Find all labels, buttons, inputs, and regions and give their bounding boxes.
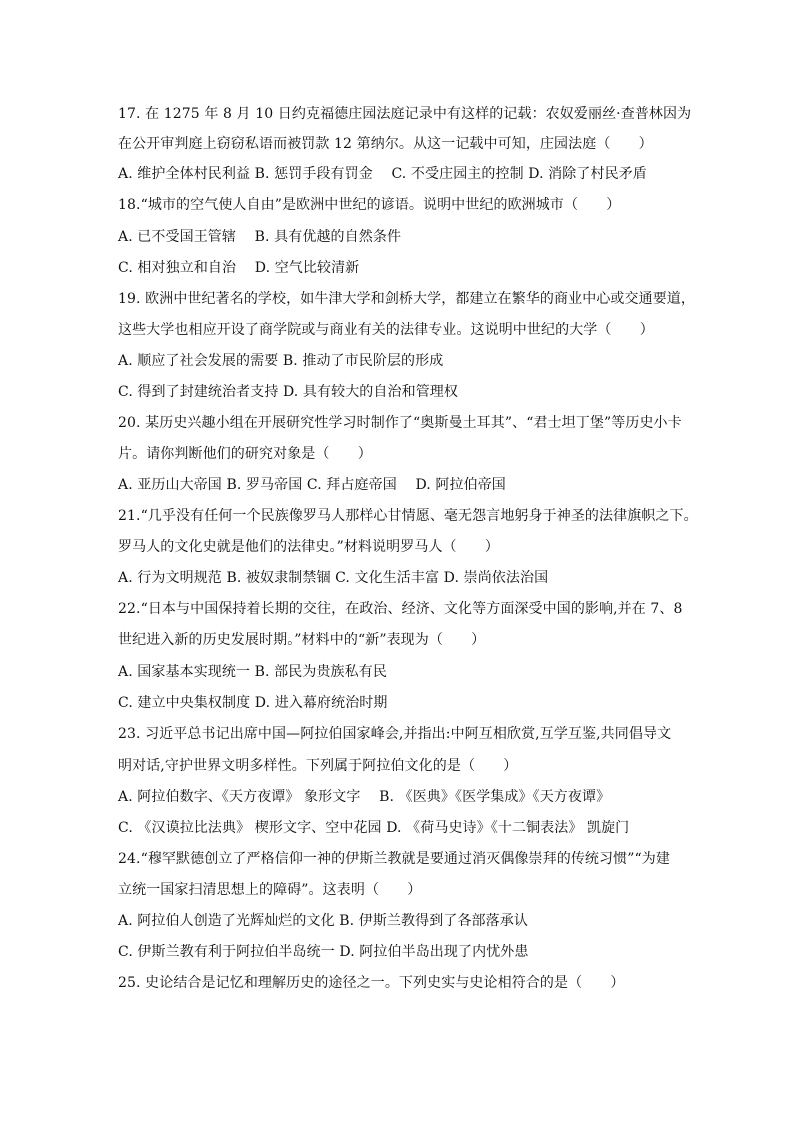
question-20-stem-line-1: 20. 某历史兴趣小组在开展研究性学习时制作了“奥斯曼土耳其”、“君士坦丁堡”等历史小卡 — [118, 415, 682, 431]
question-23-options-cd: C. 《汉谟拉比法典》 楔形文字、空中花园 D. 《荷马史诗》《十二铜表法》 凯旋门 — [118, 820, 630, 836]
question-24-stem-line-1: 24.“穆罕默德创立了严格信仰一神的伊斯兰教就是要通过消灭偶像崇拜的传统习惯”“为建 — [118, 851, 670, 867]
question-19-options-cd: C. 得到了封建统治者支持 D. 具有较大的自治和管理权 — [118, 384, 458, 400]
question-23-stem-line-2: 明对话,守护世界文明多样性。下列属于阿拉伯文化的是（ ） — [118, 758, 518, 774]
question-24-stem-line-2: 立统一国家扫清思想上的障碍”。这表明（ ） — [118, 882, 422, 898]
question-23-options-ab: A. 阿拉伯数字、《天方夜谭》 象形文字 B. 《医典》《医学集成》《天方夜谭》 — [118, 789, 611, 805]
question-20-options: A. 亚历山大帝国 B. 罗马帝国 C. 拜占庭帝国 D. 阿拉伯帝国 — [118, 477, 506, 493]
question-17-stem-line-1: 17. 在 1275 年 8 月 10 日约克福德庄园法庭记录中有这样的记载：农奴爱丽丝·查普林因为 — [118, 106, 692, 122]
question-25-stem: 25. 史论结合是记忆和理解历史的途径之一。下列史实与史论相符合的是（ ） — [118, 975, 625, 991]
question-24-options-cd: C. 伊斯兰教有利于阿拉伯半岛统一 D. 阿拉伯半岛出现了内忧外患 — [118, 944, 529, 960]
question-20-stem-line-2: 片。请你判断他们的研究对象是（ ） — [118, 446, 372, 462]
question-18-stem: 18.“城市的空气使人自由”是欧洲中世纪的谚语。说明中世纪的欧洲城市（ ） — [118, 197, 621, 213]
question-18-options-ab: A. 已不受国王管辖 B. 具有优越的自然条件 — [118, 229, 402, 245]
question-19-stem-line-1: 19. 欧洲中世纪著名的学校，如牛津大学和剑桥大学，都建立在繁华的商业中心或交通要道， — [118, 291, 696, 307]
question-22-options-ab: A. 国家基本实现统一 B. 部民为贵族私有民 — [118, 664, 387, 680]
question-19-options-ab: A. 顺应了社会发展的需要 B. 推动了市民阶层的形成 — [118, 353, 444, 369]
question-21-stem-line-1: 21.“几乎没有任何一个民族像罗马人那样心甘情愿、毫无怨言地躬身于神圣的法律旗帜之下。 — [118, 508, 698, 524]
question-21-options: A. 行为文明规范 B. 被奴隶制禁锢 C. 文化生活丰富 D. 崇尚依法治国 — [118, 570, 549, 586]
question-22-stem-line-1: 22.“日本与中国保持着长期的交往，在政治、经济、文化等方面深受中国的影响,并在 7、8 — [118, 601, 683, 617]
question-19-stem-line-2: 这些大学也相应开设了商学院或与商业有关的法律专业。这说明中世纪的大学（ ） — [118, 322, 654, 338]
question-17-stem-line-2: 在公开审判庭上窃窃私语而被罚款 12 第纳尔。从这一记载中可知，庄园法庭（ ） — [118, 136, 653, 152]
question-21-stem-line-2: 罗马人的文化史就是他们的法律史。”材料说明罗马人（ ） — [118, 539, 499, 555]
question-23-stem-line-1: 23. 习近平总书记出席中国—阿拉伯国家峰会,并指出:中阿互相欣赏,互学互鉴,共同倡导文 — [118, 726, 672, 742]
question-22-stem-line-2: 世纪进入新的历史发展时期。”材料中的“新”表现为（ ） — [118, 632, 486, 648]
question-17-options: A. 维护全体村民利益 B. 惩罚手段有罚金 C. 不受庄园主的控制 D. 消除了村民矛盾 — [118, 166, 647, 182]
question-18-options-cd: C. 相对独立和自治 D. 空气比较清新 — [118, 260, 360, 276]
question-24-options-ab: A. 阿拉伯人创造了光辉灿烂的文化 B. 伊斯兰教得到了各部落承认 — [118, 913, 528, 929]
question-22-options-cd: C. 建立中央集权制度 D. 进入幕府统治时期 — [118, 695, 388, 711]
